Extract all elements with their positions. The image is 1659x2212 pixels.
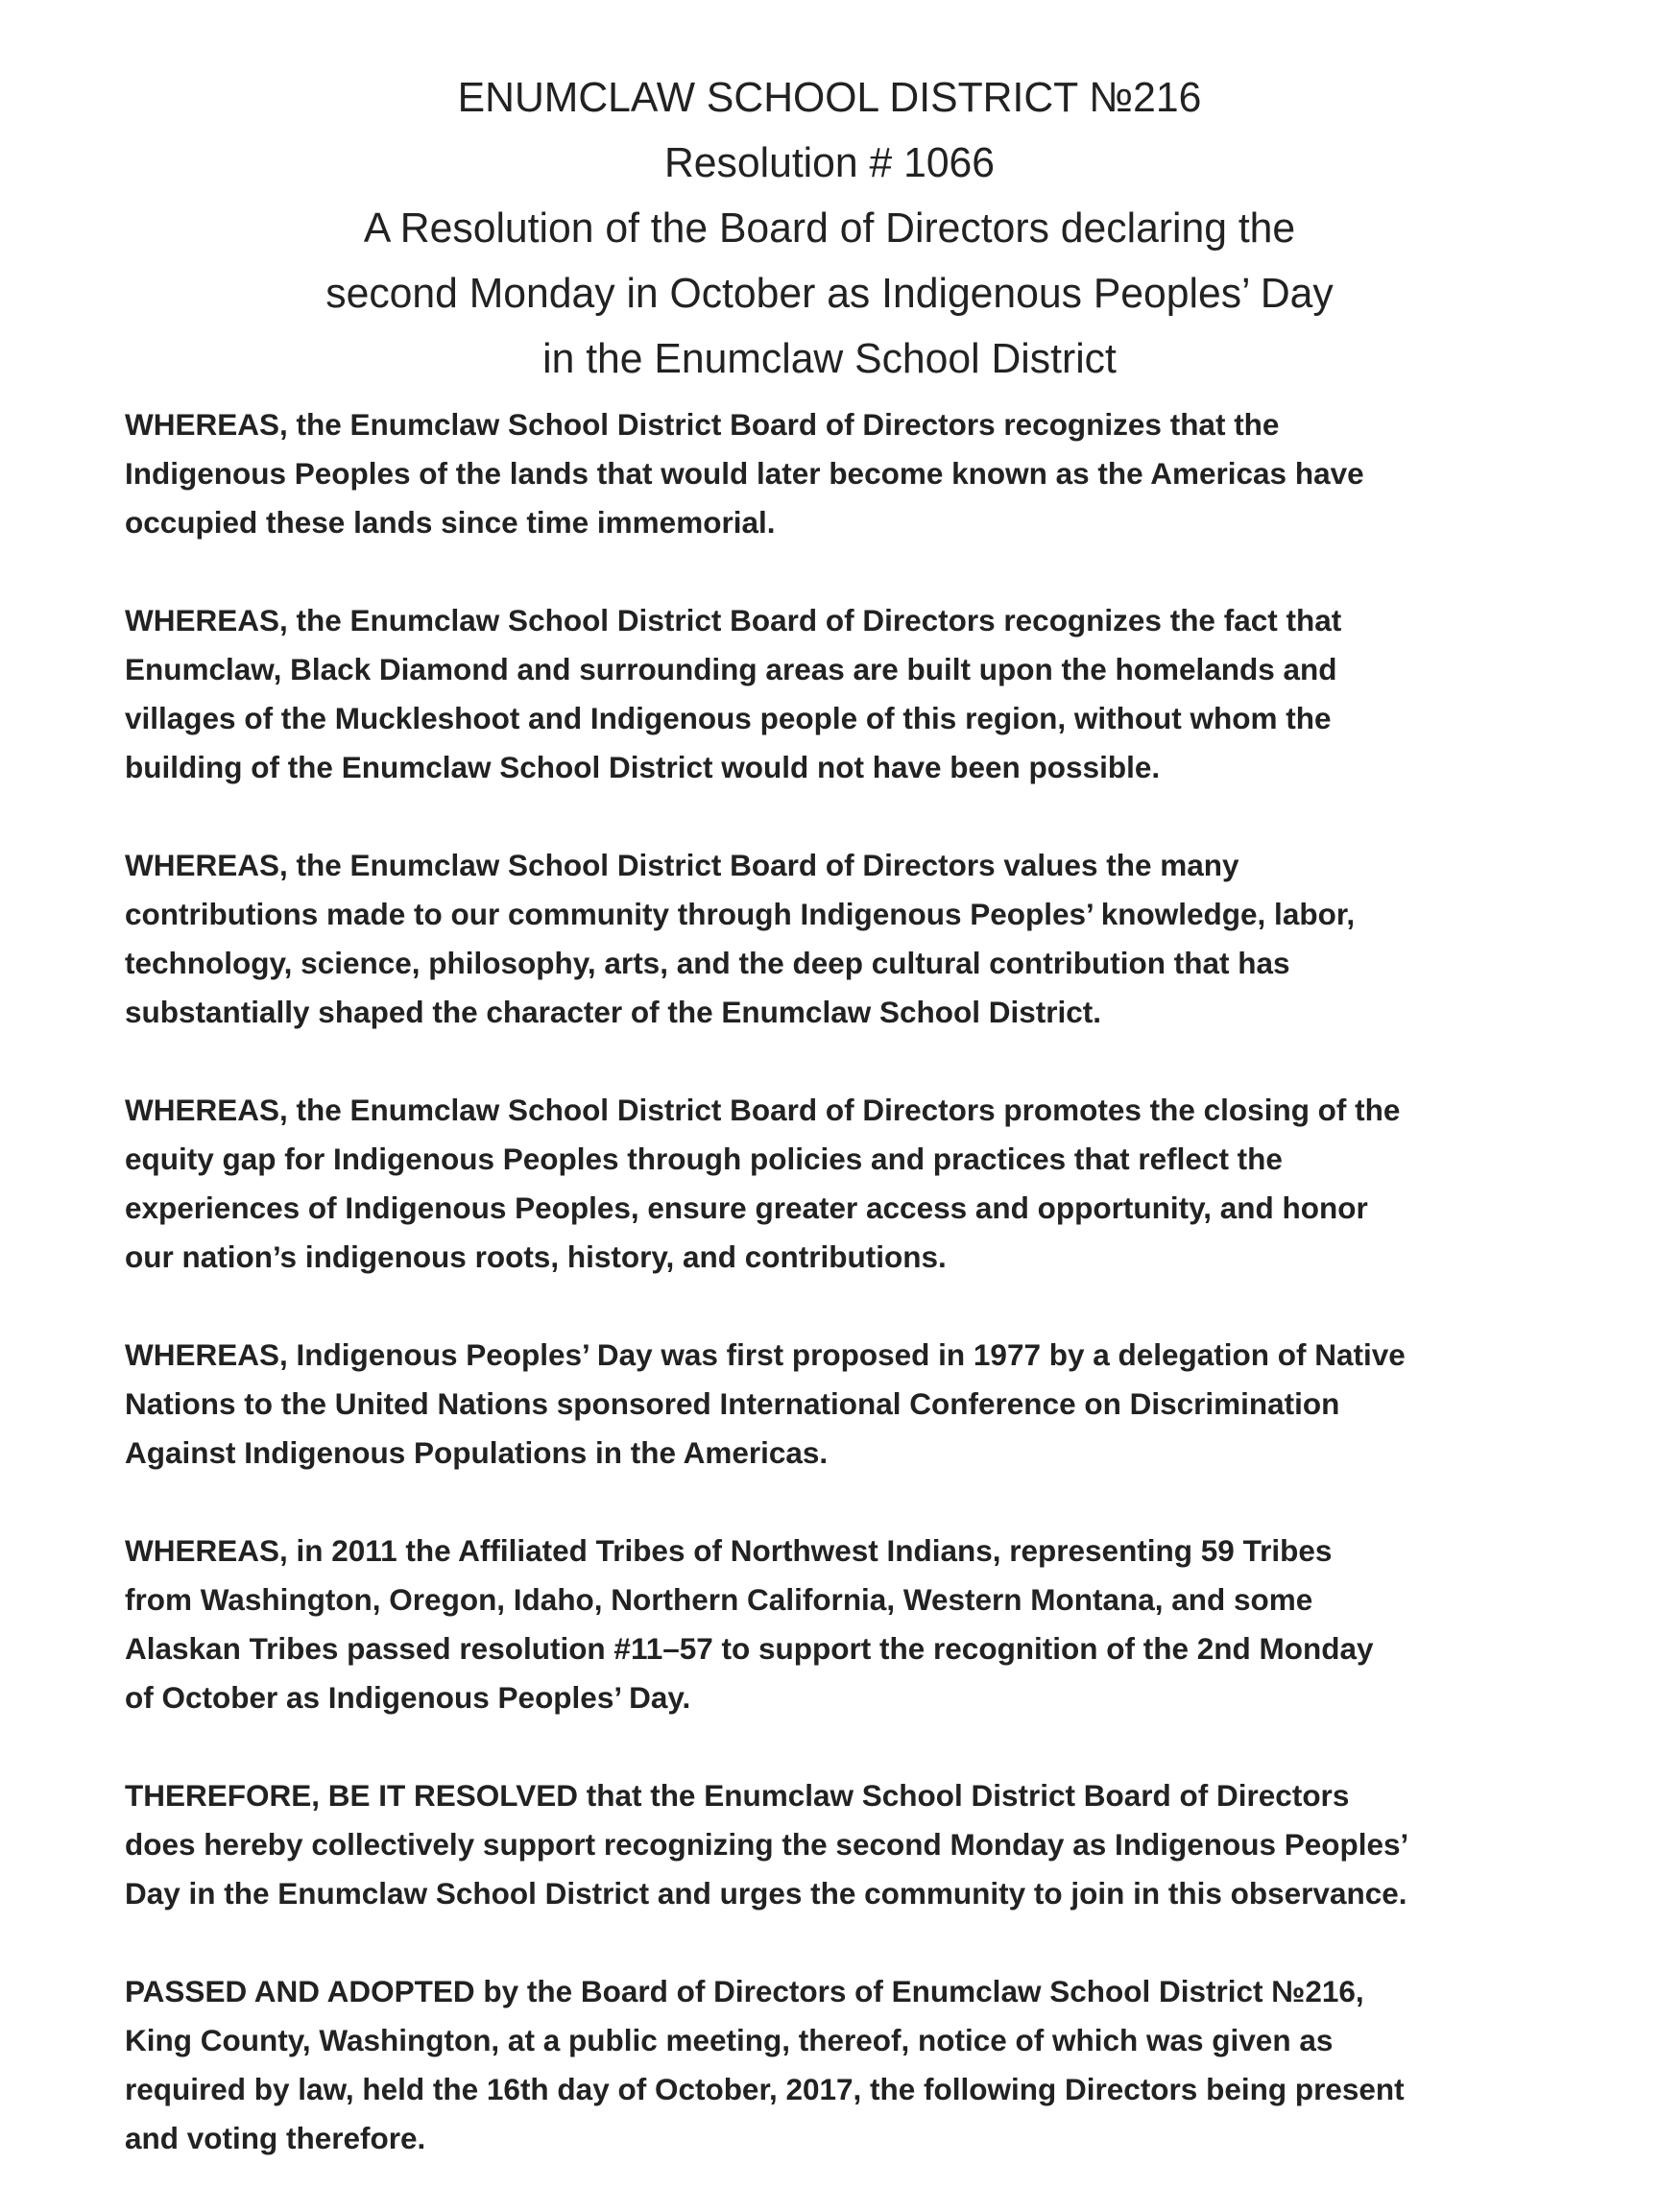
whereas-paragraph-4 [125, 1086, 1623, 1282]
paragraph-line: technology, science, philosophy, arts, and the deep cultural contribution that has [125, 946, 1290, 980]
resolution-title-line-2: second Monday in October as Indigenous Peoples’ Day [325, 270, 1334, 317]
paragraph-line: of October as Indigenous Peoples’ Day. [125, 1680, 691, 1715]
paragraph-line: WHEREAS, the Enumclaw School District Board of Directors recognizes that the [125, 407, 1280, 442]
paragraph-line: experiences of Indigenous Peoples, ensure greater access and opportunity, and honor [125, 1190, 1368, 1225]
paragraph-line: THEREFORE, BE IT RESOLVED that the Enumclaw School District Board of Directors [125, 1778, 1350, 1813]
paragraph-line: WHEREAS, the Enumclaw School District Board of Directors values the many [125, 848, 1239, 882]
paragraph-line: from Washington, Oregon, Idaho, Northern California, Western Montana, and some [125, 1582, 1313, 1617]
resolution-number: Resolution # 1066 [663, 139, 996, 186]
whereas-paragraph-3 [125, 841, 1623, 1037]
paragraph-line: King County, Washington, at a public meeting, thereof, notice of which was given as [125, 2023, 1334, 2057]
paragraph-line: WHEREAS, Indigenous Peoples’ Day was first proposed in 1977 by a delegation of Native [125, 1337, 1406, 1372]
paragraph-line: Indigenous Peoples of the lands that would later become known as the Americas have [125, 456, 1364, 491]
district-name: ENUMCLAW SCHOOL DISTRICT №216 [457, 74, 1202, 121]
paragraph-line: building of the Enumclaw School District would not have been possible. [125, 750, 1161, 784]
passed-and-adopted-paragraph [125, 1967, 1623, 2163]
paragraph-line: Nations to the United Nations sponsored International Conference on Discrimination [125, 1386, 1340, 1421]
whereas-paragraph-6 [125, 1527, 1623, 1722]
paragraph-line: Against Indigenous Populations in the Americas. [125, 1435, 829, 1470]
whereas-paragraph-2 [125, 596, 1623, 792]
paragraph-line: occupied these lands since time immemorial. [125, 505, 776, 540]
therefore-resolved-paragraph [125, 1771, 1623, 1918]
paragraph-line: our nation’s indigenous roots, history, and contributions. [125, 1239, 947, 1274]
resolution-title-line-3: in the Enumclaw School District [542, 335, 1117, 382]
paragraph-line: PASSED AND ADOPTED by the Board of Directors of Enumclaw School District №216, [125, 1974, 1364, 2008]
document-header [0, 65, 1659, 392]
paragraph-line: equity gap for Indigenous Peoples through policies and practices that reflect the [125, 1142, 1283, 1176]
paragraph-line: required by law, held the 16th day of October, 2017, the following Directors being present [125, 2072, 1405, 2106]
paragraph-line: contributions made to our community through Indigenous Peoples’ knowledge, labor, [125, 897, 1356, 931]
paragraph-line: villages of the Muckleshoot and Indigenous people of this region, without whom the [125, 701, 1332, 735]
paragraph-line: Day in the Enumclaw School District and urges the community to join in this observance. [125, 1876, 1407, 1911]
paragraph-line: and voting therefore. [125, 2121, 426, 2155]
paragraph-line: does hereby collectively support recognizing the second Monday as Indigenous Peoples’ [125, 1827, 1409, 1862]
paragraph-line: Alaskan Tribes passed resolution #11–57 to support the recognition of the 2nd Monday [125, 1631, 1374, 1666]
resolution-body [125, 400, 1623, 2212]
paragraph-line: substantially shaped the character of the Enumclaw School District. [125, 995, 1101, 1029]
whereas-paragraph-5 [125, 1331, 1623, 1478]
paragraph-line: WHEREAS, in 2011 the Affiliated Tribes of Northwest Indians, representing 59 Tribes [125, 1533, 1333, 1568]
paragraph-line: WHEREAS, the Enumclaw School District Board of Directors recognizes the fact that [125, 603, 1342, 637]
resolution-title-line-1: A Resolution of the Board of Directors declaring the [363, 204, 1296, 252]
paragraph-line: WHEREAS, the Enumclaw School District Board of Directors promotes the closing of the [125, 1093, 1401, 1127]
whereas-paragraph-1 [125, 400, 1623, 547]
paragraph-line: Enumclaw, Black Diamond and surrounding areas are built upon the homelands and [125, 652, 1337, 686]
